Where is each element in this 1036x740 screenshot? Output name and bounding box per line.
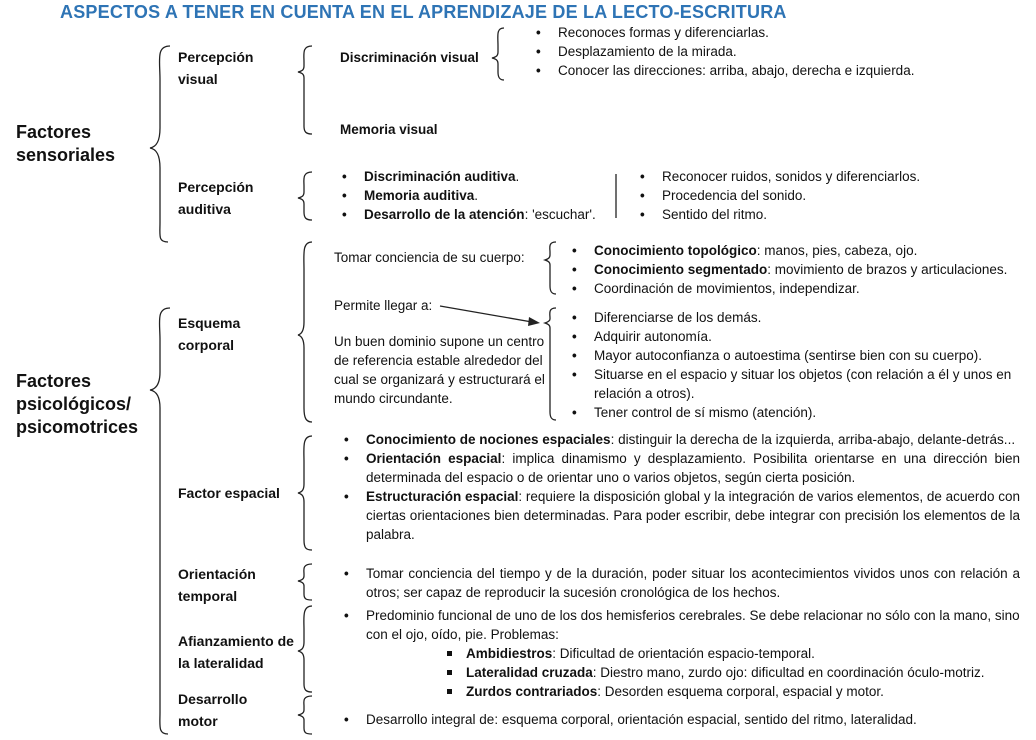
label-orientacion-temporal: Orientación temporal — [178, 566, 256, 604]
list-item: • Conocer las direcciones: arriba, abajo, derecha e izquierda. — [536, 61, 914, 80]
list-item: • Reconoces formas y diferenciarlas. — [536, 23, 914, 42]
list-item: • Tomar conciencia del tiempo y de la duración, poder situar los acontecimientos vividos unos con relación a otros; ser capaz de reproducir la sucesión cronológica de los hechos. — [344, 564, 1020, 602]
brace-percepcion-visual — [298, 46, 312, 134]
list-item: • Reconocer ruidos, sonidos y diferenciarlos. — [640, 167, 920, 186]
page-title: ASPECTOS A TENER EN CUENTA EN EL APRENDIZAJE DE LA LECTO-ESCRITURA — [60, 2, 787, 22]
brace-orientacion-temporal — [298, 564, 312, 600]
tomar-conciencia: Tomar conciencia de su cuerpo: — [334, 250, 525, 265]
list-item: • Tener control de sí mismo (atención). — [572, 403, 1032, 422]
brace-percepcion-auditiva — [298, 172, 312, 220]
arrow-permite — [440, 306, 532, 322]
list-item: • Coordinación de movimientos, independizar. — [572, 279, 1007, 298]
brace-factor-espacial — [298, 436, 312, 550]
list-item: • Conocimiento topológico: manos, pies, cabeza, ojo. — [572, 241, 1007, 260]
list-item: • Diferenciarse de los demás. — [572, 308, 1032, 327]
list-item: • Adquirir autonomía. — [572, 327, 1032, 346]
list-item: • Orientación espacial: implica dinamismo y desplazamiento. Posibilita orientarse en una dirección bien determinada del espacio o de orientar uno o varios objetos, según cierta posición. — [344, 449, 1020, 487]
llegar-list — [572, 308, 1032, 422]
arrowhead — [528, 317, 540, 326]
list-item: Lateralidad cruzada: Diestro mano, zurdo ojo: dificultad en coordinación óculo-motriz. — [444, 663, 985, 682]
list-item: • Desarrollo integral de: esquema corporal, orientación espacial, sentido del ritmo, lateralidad. — [344, 710, 917, 729]
discriminacion-visual: Discriminación visual — [340, 50, 479, 65]
permite-llegar: Permite llegar a: — [334, 298, 433, 313]
list-item: • Estructuración espacial: requiere la disposición global y la integración de varios elementos, de acuerdo con ciertas orientaciones bien determinadas. Para poder escribir, debe integrar con precisión los elementos de la palabra. — [344, 487, 1020, 544]
brace-permite-llegar — [545, 308, 556, 420]
label-lateralidad: Afianzamiento de la lateralidad — [178, 633, 294, 671]
list-item: • Desplazamiento de la mirada. — [536, 42, 914, 61]
list-item: • Sentido del ritmo. — [640, 205, 920, 224]
auditiva-right-list — [640, 167, 920, 224]
label-factor-espacial: Factor espacial — [178, 485, 280, 501]
cuerpo-list — [572, 241, 1007, 298]
group-factores-sensoriales: Factores sensoriales — [16, 122, 116, 165]
list-item: • Discriminación auditiva. — [342, 167, 596, 186]
list-item: • Desarrollo de la atención: 'escuchar'. — [342, 205, 596, 224]
brace-discriminacion-visual — [492, 28, 504, 80]
temporal-list — [344, 564, 1020, 602]
list-item: Zurdos contrariados: Desorden esquema corporal, espacial y motor. — [444, 682, 985, 701]
espacial-list — [344, 430, 1020, 556]
memoria-visual: Memoria visual — [340, 122, 438, 137]
list-item: • Predominio funcional de uno de los dos hemisferios cerebrales. Se debe relacionar no sólo con la mano, sino con el ojo, oído, pie. Problemas: — [344, 606, 1024, 644]
list-item: Ambidiestros: Dificultad de orientación espacio-temporal. — [444, 644, 985, 663]
problemas-list — [444, 644, 985, 701]
list-item: • Conocimiento de nociones espaciales: distinguir la derecha de la izquierda, arriba-abajo, delante-detrás... — [344, 430, 1020, 449]
group-factores-psicologicos: Factores psicológicos/ psicomotrices — [16, 371, 139, 437]
buen-dominio: Un buen dominio supone un centro de referencia estable alrededor del cual se organizará y estructurará el mundo circundante. — [334, 334, 545, 406]
list-item: • Conocimiento segmentado: movimiento de brazos y articulaciones. — [572, 260, 1007, 279]
list-item: • Memoria auditiva. — [342, 186, 596, 205]
list-item: • Procedencia del sonido. — [640, 186, 920, 205]
brace-desarrollo-motor — [298, 696, 312, 734]
label-percepcion-visual: Percepción visual — [178, 49, 254, 87]
brace-sensoriales — [150, 46, 170, 242]
label-desarrollo-motor: Desarrollo motor — [178, 691, 248, 729]
brace-esquema-corporal — [298, 242, 312, 422]
auditiva-left-list — [342, 167, 596, 224]
label-esquema-corporal: Esquema corporal — [178, 315, 241, 353]
label-percepcion-auditiva: Percepción auditiva — [178, 179, 254, 217]
brace-lateralidad — [298, 606, 312, 692]
lateralidad-list — [344, 606, 1024, 644]
visual-list — [536, 23, 914, 80]
list-item: • Mayor autoconfianza o autoestima (sentirse bien con su cuerpo). — [572, 346, 1032, 365]
motor-list — [344, 710, 917, 729]
list-item: • Situarse en el espacio y situar los objetos (con relación a él y unos en relación a otros). — [572, 365, 1032, 403]
brace-tomar-conciencia — [545, 242, 556, 294]
